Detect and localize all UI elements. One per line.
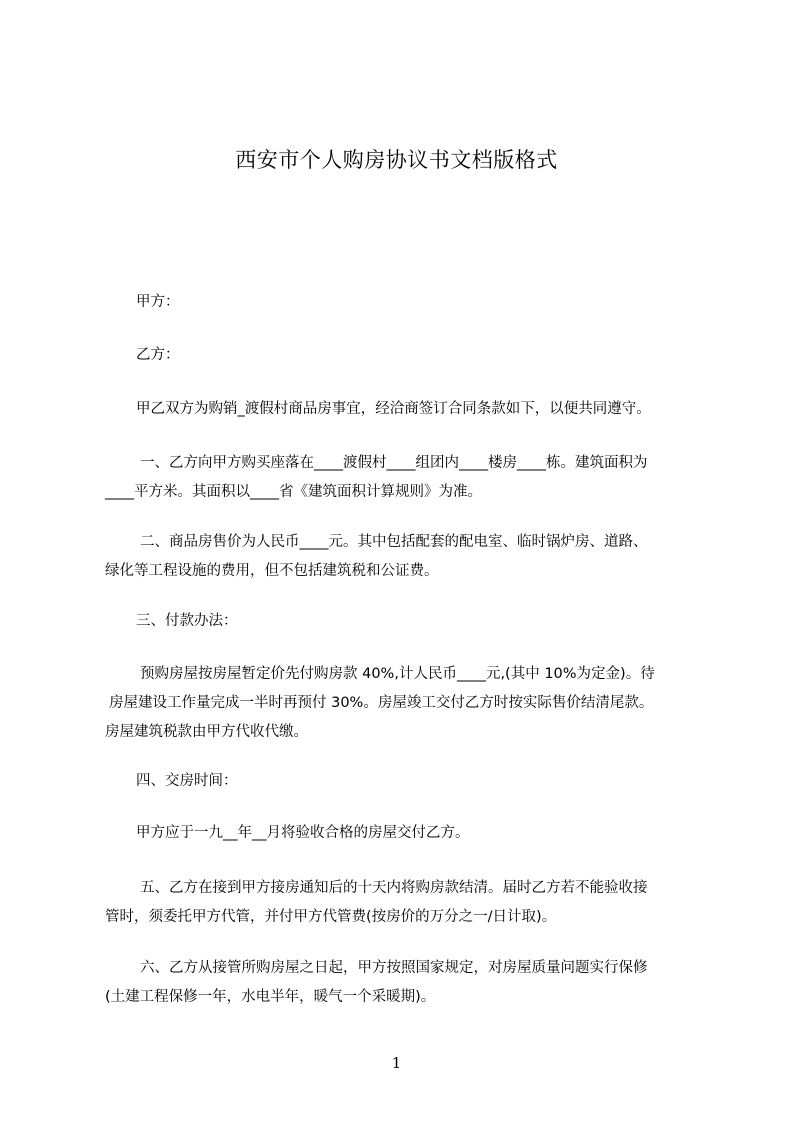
clause-3-heading: 三、付款办法： [136, 613, 238, 629]
clause-5-line-2: 管时，须委托甲方代管，并付甲方代管费(按房价的万分之一/日计取)。 [105, 909, 557, 925]
intro-paragraph: 甲乙双方为购销_渡假村商品房事宜，经洽商签订合同条款如下，以便共同遵守。 [136, 401, 651, 417]
party-b-label: 乙方： [136, 347, 180, 363]
clause-1 [105, 449, 715, 507]
clause-1-line-1: 一、乙方向甲方购买座落在____渡假村____组团内____楼房____栋。建筑面积为 [140, 455, 648, 471]
payment-line-1: 预购房屋按房屋暂定价先付购房款 40%,计人民币____元,(其中 10%为定金)。待 [140, 666, 655, 682]
clause-6-line-1: 六、乙方从接管所购房屋之日起，甲方按照国家规定，对房屋质量问题实行保修 [140, 960, 648, 976]
clause-2-line-2: 绿化等工程设施的费用，但不包括建筑税和公证费。 [105, 563, 439, 579]
clause-6-line-2: (土建工程保修一年，水电半年，暖气一个采暖期)。 [105, 989, 436, 1005]
clause-2 [105, 528, 715, 586]
payment-line-2: 房屋建设工作量完成一半时再预付 30%。房屋竣工交付乙方时按实际售价结清尾款。 [109, 695, 654, 711]
document-title: 西安市个人购房协议书文档版格式 [235, 148, 558, 172]
clause-6 [105, 954, 715, 1012]
delivery-paragraph: 甲方应于一九__年__月将验收合格的房屋交付乙方。 [136, 825, 470, 841]
clause-2-line-1: 二、商品房售价为人民币____元。其中包括配套的配电室、临时锅炉房、道路、 [140, 534, 648, 550]
clause-4-heading: 四、交房时间： [136, 773, 238, 789]
payment-paragraph [105, 660, 715, 747]
clause-1-line-2: ____平方米。其面积以____省《建筑面积计算规则》为准。 [105, 484, 482, 500]
party-a-label: 甲方： [136, 294, 180, 310]
payment-line-3: 房屋建筑税款由甲方代收代缴。 [105, 724, 308, 740]
clause-5-line-1: 五、乙方在接到甲方接房通知后的十天内将购房款结清。届时乙方若不能验收接 [140, 880, 648, 896]
page-number: 1 [391, 1054, 402, 1072]
clause-5 [105, 874, 715, 932]
